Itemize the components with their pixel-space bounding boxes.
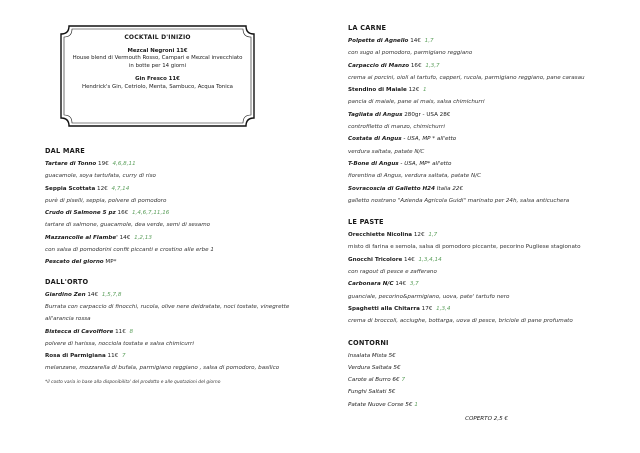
dish-price: 12€ (408, 87, 420, 94)
side-name: Insalata Mista 5€ (348, 352, 396, 359)
allergens: 1,3,4 (436, 305, 451, 312)
allergens: 1 (414, 401, 418, 408)
dish-price: MP* (105, 259, 117, 266)
dish-row (45, 183, 300, 195)
dish-price: 14€ (119, 234, 131, 241)
dish-desc: con ragout di pesce e zafferano (348, 269, 437, 276)
dish-desc: con sugo al pomodoro, parmigiano reggiano (348, 50, 473, 57)
allergens: 8 (129, 328, 134, 335)
section-title-contorni: CONTORNI (348, 338, 389, 347)
section-title-dal-mare: DAL MARE (45, 147, 85, 155)
dish-price: 14€ (395, 281, 407, 288)
right-column (348, 23, 613, 425)
dish-name: Sovracoscia di Galletto H24 (348, 185, 435, 192)
dish-row (348, 84, 613, 96)
dish-row (348, 303, 613, 315)
allergens: 1,3,7 (425, 62, 440, 69)
dish-row (348, 133, 613, 145)
dish-desc: crema ai porcini, oioli al tartufo, capperi, rucola, parmigiano reggiano, pane carasau (348, 74, 585, 81)
cocktail-title: COCKTAIL D'INIZIO (124, 34, 191, 41)
dish-price: 16€ (410, 62, 422, 69)
dish-price: Italia 22€ (436, 185, 464, 192)
allergens: 4,6,8,11 (112, 161, 136, 167)
cocktail-name: Gin Fresco 11€ (135, 76, 180, 83)
dish-row (348, 229, 613, 241)
section-title-la-carne: LA CARNE (348, 24, 387, 32)
side-dish (348, 374, 613, 386)
dish-desc: galletto nostrano "Azienda Agricola Guidi" marinato per 24h, salsa anticuchera (348, 197, 570, 204)
dish-name: Seppia Scottata (45, 185, 96, 192)
section-title-dall-orto: DALL'ORTO (45, 277, 89, 286)
dish-name: Carbonara N/C (348, 281, 394, 288)
dish-name: Rosa di Parmigiana (45, 353, 106, 360)
side-dish (348, 350, 613, 362)
dish-name: Tagliata di Angus (348, 111, 403, 118)
allergens: 3,7 (409, 281, 419, 288)
section-title-le-paste: LE PASTE (348, 218, 384, 227)
dish-name: T-Bone di Angus (348, 160, 399, 167)
dish-name: Orecchiette Nicolina (348, 232, 413, 239)
allergens: 1,2,13 (134, 234, 152, 241)
allergens: 1,7 (424, 38, 434, 44)
dish-price: 12€ (97, 185, 108, 192)
cocktail-desc: House blend di Vermouth Rosso, Campari e Mezcal invecchiato (72, 55, 243, 62)
cocktail-desc: in botte per 14 giorni (128, 62, 187, 69)
dish-name: Carpaccio di Manzo (348, 62, 410, 69)
side-dish (348, 399, 613, 411)
dish-desc: tartare di salmone, guacamole, dea verde, semi di sesamo (45, 222, 211, 229)
dish-row (348, 183, 613, 195)
dish-name: Stendino di Maiale (348, 87, 407, 94)
side-name: Patate Nuove Corse 5€ (348, 401, 413, 408)
cocktail-name: Mezcal Negroni 11€ (127, 47, 188, 54)
dish-desc: pancia di maiale, pane al mais, salsa chimichurri (348, 99, 485, 106)
dish-desc: melanzane, mozzarella di bufala, parmigiano reggiano , salsa di pomodoro, basilico (45, 365, 280, 372)
dish-row (45, 256, 300, 268)
dish-desc: polvere di harissa, nocciola tostata e salsa chimicurri (45, 340, 194, 347)
dish-row (45, 158, 300, 170)
dish-price: 11€ (107, 353, 119, 360)
dish-row (348, 254, 613, 266)
dish-desc: purè di piselli, seppia, polvere di pomodoro (45, 197, 167, 204)
price-note: *il costo varia in base alla disponibilita' del prodotto e alle quotazioni del giorno (45, 379, 221, 385)
dish-desc: crema di broccoli, acciughe, bottarga, uova di pesce, briciole di pane profumato (348, 318, 573, 325)
dish-name: Polpette di Agnello (348, 38, 409, 44)
dish-desc: Burrata con carpaccio di finocchi, rucola, olive nere deidratate, noci tostate, vinegrette all'arancia rossa (45, 303, 290, 323)
dish-price: 14€ (410, 38, 421, 44)
left-column (45, 146, 300, 385)
dish-name: Costata di Angus (348, 136, 402, 143)
dish-desc: fiorentina di Angus, verdura saltata, patate N/C (348, 173, 481, 180)
dish-row (348, 60, 613, 72)
dish-desc: misto di farina e semola, salsa di pomodoro piccante, pecorino Pugliese stagionato (348, 244, 581, 251)
dish-price: 280gr - USA 28€ (404, 111, 451, 118)
dish-name: Bistecca di Cavolfiore (45, 328, 114, 335)
dish-price: - USA, MP* all'etto (400, 160, 452, 167)
allergens: 1,7 (428, 232, 438, 239)
dish-price: 11€ (115, 328, 126, 335)
dish-name: Crudo di Salmone 5 pz (45, 210, 116, 217)
cocktail-desc: Hendrick's Gin, Cetriolo, Menta, Sambuco, Acqua Tonica (82, 83, 233, 90)
dish-price: 17€ (421, 305, 433, 312)
dish-price: 14€ (87, 291, 99, 298)
dish-name: Tartare di Tonno (45, 161, 97, 167)
dish-row (45, 232, 300, 244)
dish-name: Spaghetti alla Chitarra (348, 305, 420, 312)
allergens: 1,5,7,8 (101, 291, 122, 298)
allergens: 1,3,4,14 (418, 256, 442, 263)
dish-price: 16€ (117, 210, 129, 217)
dish-row (348, 158, 613, 170)
dish-price: 12€ (413, 232, 425, 239)
side-dish (348, 362, 613, 374)
dish-row (348, 35, 613, 47)
dish-name: Pescato del giorno (45, 259, 104, 266)
allergens: 7 (122, 353, 126, 360)
dish-row (348, 278, 613, 290)
dish-price: 14€ (404, 256, 415, 263)
dish-name: Giardino Zen (45, 291, 86, 298)
dish-row (348, 109, 613, 121)
dish-desc: con salsa di pomodorini confit piccanti e crostino alle erbe 1 (45, 247, 214, 254)
dish-desc: controfiletto di manzo, chimichurri (348, 124, 445, 131)
allergens: 1 (423, 87, 427, 94)
allergens: 7 (401, 377, 406, 384)
allergens: 4,7,14 (111, 185, 130, 192)
dish-row (45, 350, 300, 362)
dish-row (45, 326, 300, 338)
allergens: 1,4,6,7,11,16 (131, 210, 170, 217)
side-name: Funghi Saltati 5€ (348, 389, 396, 396)
dish-price: - USA, MP * all'etto (403, 136, 457, 143)
side-name: Carote al Burro 6€ (348, 377, 400, 384)
dish-desc: guanciale, pecorino&parmigiano, uova, pate' tartufo nero (348, 293, 510, 300)
dish-name: Mazzancolle al Flambe' (45, 234, 118, 241)
dish-row (45, 207, 300, 219)
dish-name: Gnocchi Tricolore (348, 256, 403, 263)
dish-row (45, 289, 300, 301)
dish-price: 19€ (98, 161, 109, 167)
side-name: Verdura Saltata 5€ (348, 364, 401, 371)
coperto: COPERTO 2,5 € (465, 416, 508, 423)
cocktail-section (55, 34, 260, 92)
side-dish (348, 386, 613, 398)
dish-desc: guacamole, soya tartufata, curry di riso (45, 173, 156, 180)
dish-desc: verdura saltata, patate N/C (348, 148, 425, 155)
